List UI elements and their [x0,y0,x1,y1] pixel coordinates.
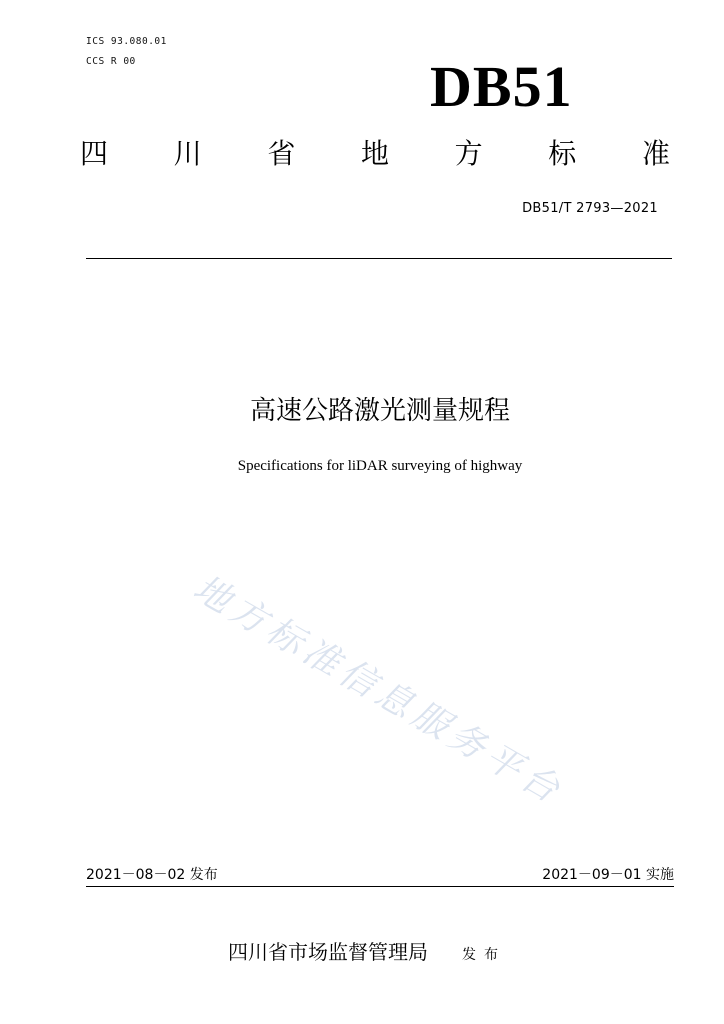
standard-type-heading [80,137,670,170]
standard-type-char: 省 [267,137,296,170]
date-row [86,864,674,884]
bottom-divider [86,886,674,887]
standard-type-char: 四 [80,137,109,170]
top-divider [86,258,672,259]
publish-label: 发布 [462,947,506,963]
issue-date: 2021－08－02 发布 [86,867,218,883]
standard-number: DB51/T 2793—2021 [522,201,658,216]
standard-type-char: 地 [360,137,389,170]
standard-mark: DB51 [430,54,573,119]
title-english: Specifications for liDAR surveying of highway [237,458,523,474]
title-chinese: 高速公路激光测量规程 [249,396,510,426]
publisher-row [228,936,506,965]
publisher-name: 四川省市场监督管理局 [228,940,428,964]
standard-type-char: 标 [548,137,577,170]
standard-type-char: 方 [454,137,483,170]
ccs-code: CCS R 00 [86,56,136,67]
watermark: 地方标准信息服务平台 [186,567,571,814]
standard-type-char: 川 [173,137,202,170]
ics-code: ICS 93.080.01 [86,36,167,47]
standard-type-char: 准 [641,137,670,170]
implement-date: 2021－09－01 实施 [542,867,674,883]
